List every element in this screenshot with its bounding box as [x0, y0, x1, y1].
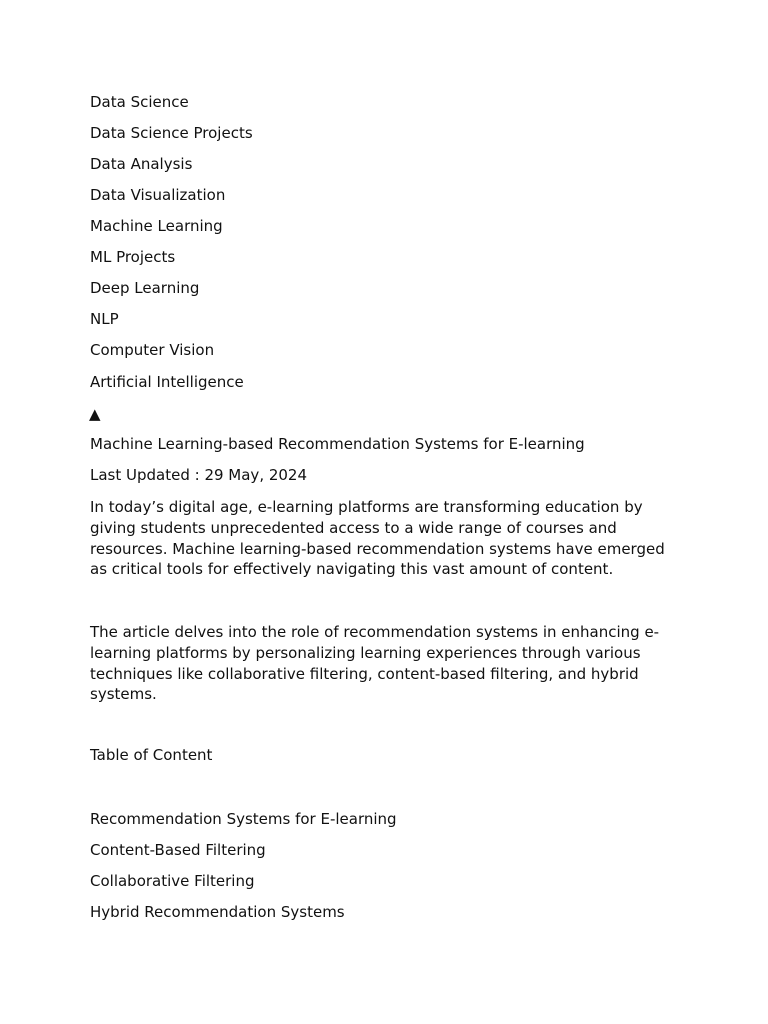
nav-item-nlp[interactable]: NLP [90, 310, 119, 328]
article-intro-paragraph: In today’s digital age, e-learning platforms are transforming education by giving students unprecedented access to a wide range of courses and resources. Machine learning-based recommendation systems have emerged as critical tools for effectively navigating this vast amount of content. [90, 498, 665, 579]
nav-item-machine-learning[interactable]: Machine Learning [90, 217, 223, 235]
toc-item-recommendation-systems[interactable]: Recommendation Systems for E-learning [90, 810, 397, 828]
toc-item-collaborative-filtering[interactable]: Collaborative Filtering [90, 872, 255, 890]
triangle-up-icon: ▲ [89, 405, 101, 423]
nav-item-data-analysis[interactable]: Data Analysis [90, 155, 193, 173]
nav-item-computer-vision[interactable]: Computer Vision [90, 341, 215, 359]
article-summary-paragraph: The article delves into the role of recommendation systems in enhancing e-learning platforms by personalizing learning experiences through various techniques like collaborative filtering, content-based filtering, and hybrid systems. [90, 623, 660, 704]
toc-heading: Table of Content [90, 746, 213, 764]
nav-item-deep-learning[interactable]: Deep Learning [90, 279, 200, 297]
scroll-to-top-button[interactable] [89, 405, 101, 423]
nav-item-data-visualization[interactable]: Data Visualization [90, 186, 226, 204]
nav-item-data-science[interactable]: Data Science [90, 93, 189, 111]
nav-item-ml-projects[interactable]: ML Projects [90, 248, 176, 266]
toc-item-hybrid-recommendation-systems[interactable]: Hybrid Recommendation Systems [90, 903, 345, 921]
article-title: Machine Learning-based Recommendation Systems for E-learning [90, 435, 585, 453]
nav-item-data-science-projects[interactable]: Data Science Projects [90, 124, 253, 142]
nav-item-artificial-intelligence[interactable]: Artificial Intelligence [90, 373, 244, 391]
toc-item-content-based-filtering[interactable]: Content-Based Filtering [90, 841, 266, 859]
last-updated: Last Updated : 29 May, 2024 [90, 466, 308, 484]
